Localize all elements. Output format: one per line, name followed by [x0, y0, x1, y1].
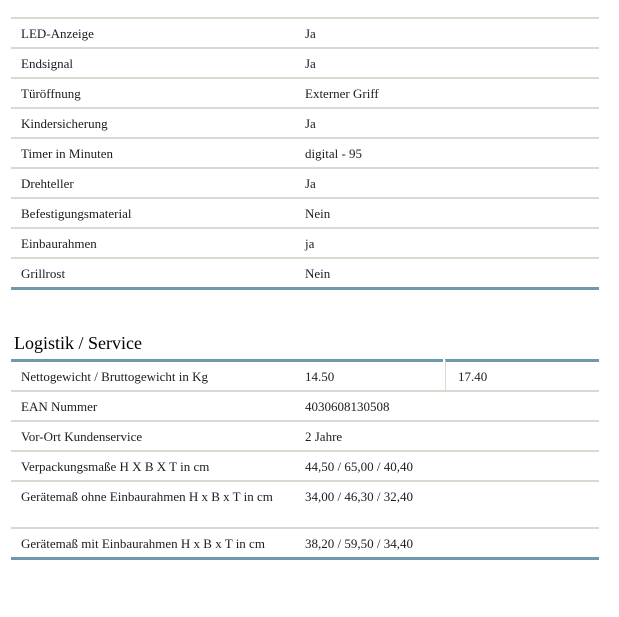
table-row: [11, 359, 599, 390]
spec-value: 38,20 / 59,50 / 34,40: [305, 535, 413, 551]
table-row: [11, 17, 599, 47]
spec-label: Grillrost: [21, 265, 66, 281]
spec-value: 4030608130508: [305, 398, 390, 414]
spec-value: Externer Griff: [305, 85, 379, 101]
table-row: [11, 257, 599, 287]
table-row: [11, 77, 599, 107]
spec-value: Ja: [305, 25, 316, 41]
table-row: [11, 450, 599, 480]
spec-label: Timer in Minuten: [21, 145, 113, 161]
table-row: [11, 197, 599, 227]
spec-label: Endsignal: [21, 55, 73, 71]
spec-value: 44,50 / 65,00 / 40,40: [305, 458, 413, 474]
section-heading-logistik-service: Logistik / Service: [14, 333, 142, 353]
table-row: [11, 390, 599, 420]
features-table: [11, 17, 599, 290]
spec-label: LED-Anzeige: [21, 25, 94, 41]
spec-value-gross-weight: 17.40: [458, 368, 488, 384]
spec-value: 34,00 / 46,30 / 32,40: [305, 489, 413, 504]
spec-label: Gerätemaß mit Einbaurahmen H x B x T in cm: [21, 535, 265, 551]
table-row: [11, 227, 599, 257]
spec-label: EAN Nummer: [21, 398, 98, 414]
spec-label: Drehteller: [21, 175, 74, 191]
spec-label: Befestigungsmaterial: [21, 205, 132, 221]
spec-value: Nein: [305, 265, 331, 281]
spec-label: Kindersicherung: [21, 115, 108, 131]
table-row: [11, 137, 599, 167]
spec-label: Vor-Ort Kundenservice: [21, 428, 143, 444]
gross-weight-cell: [445, 359, 599, 390]
spec-value-net-weight: 14.50: [305, 368, 335, 384]
spec-label: Einbaurahmen: [21, 235, 97, 251]
spec-value: 2 Jahre: [305, 428, 343, 444]
spec-value: digital - 95: [305, 145, 363, 161]
weight-cell-group: [11, 359, 443, 390]
logistics-table: [11, 359, 599, 560]
spec-label: Türöffnung: [21, 85, 81, 101]
spec-value: ja: [305, 235, 315, 251]
spec-value: Ja: [305, 175, 316, 191]
table-row: [11, 420, 599, 450]
table-row: [11, 480, 599, 527]
table-row: [11, 47, 599, 77]
spec-label: Gerätemaß ohne Einbaurahmen H x B x T in cm: [21, 489, 273, 504]
table-row: [11, 107, 599, 137]
spec-value: Ja: [305, 115, 316, 131]
table-row: [11, 527, 599, 557]
spec-value: Ja: [305, 55, 316, 71]
spec-label: Verpackungsmaße H X B X T in cm: [21, 458, 210, 474]
table-row: [11, 167, 599, 197]
spec-label: Nettogewicht / Bruttogewicht in Kg: [21, 368, 209, 384]
spec-value: Nein: [305, 205, 331, 221]
